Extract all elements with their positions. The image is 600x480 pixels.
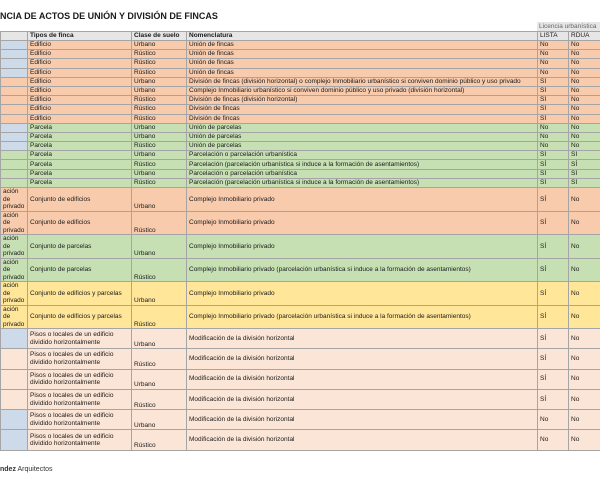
table-row — [1, 142, 600, 151]
nomenclatura-cell: División de fincas — [187, 114, 538, 123]
table-row — [1, 410, 600, 430]
clase-suelo-cell: Urbano — [132, 151, 187, 160]
clase-suelo-cell: Rústico — [132, 178, 187, 187]
rdua-cell: No — [569, 389, 600, 409]
rdua-cell: SÍ — [569, 151, 600, 160]
clase-suelo-cell: Urbano — [132, 132, 187, 141]
nomenclatura-cell: Unión de parcelas — [187, 123, 538, 132]
lista-cell: SÍ — [538, 169, 569, 178]
table-row — [1, 178, 600, 187]
footer-bold: ndez — [0, 466, 16, 473]
tipo-finca-cell: Conjunto de edificios y parcelas — [28, 305, 132, 329]
row-group-cell — [1, 68, 28, 77]
tipo-finca-cell: Edificio — [28, 41, 132, 50]
licencia-group-header: Licencia urbanística — [537, 22, 600, 31]
nomenclatura-cell: División de fincas (división horizontal) o complejo Inmobiliario urbanístico si conviven dominio público y uso privado — [187, 77, 538, 86]
tipo-finca-cell: Conjunto de edificios y parcelas — [28, 282, 132, 306]
lista-cell: No — [538, 68, 569, 77]
row-group-cell — [1, 105, 28, 114]
tipo-finca-cell: Pisos o locales de un edificio dividido horizontalmente — [28, 430, 132, 450]
table-row — [1, 114, 600, 123]
table-row — [1, 132, 600, 141]
actos-table — [0, 31, 600, 451]
table-row — [1, 282, 600, 306]
rdua-cell: No — [569, 68, 600, 77]
lista-cell: SÍ — [538, 86, 569, 95]
clase-suelo-cell: Rústico — [132, 142, 187, 151]
row-group-cell — [1, 96, 28, 105]
row-group-cell — [1, 389, 28, 409]
table-row — [1, 86, 600, 95]
clase-suelo-cell: Urbano — [132, 329, 187, 349]
tipo-finca-cell: Conjunto de edificios — [28, 211, 132, 235]
clase-suelo-cell: Urbano — [132, 77, 187, 86]
tipo-finca-cell: Parcela — [28, 178, 132, 187]
tipo-finca-cell: Conjunto de edificios — [28, 188, 132, 212]
lista-cell: SÍ — [538, 211, 569, 235]
tipo-finca-cell: Parcela — [28, 160, 132, 169]
lista-cell: SÍ — [538, 389, 569, 409]
rdua-cell: No — [569, 132, 600, 141]
table-row — [1, 151, 600, 160]
clase-suelo-cell: Rústico — [132, 211, 187, 235]
lista-cell: SÍ — [538, 188, 569, 212]
clase-suelo-cell: Rústico — [132, 68, 187, 77]
footer-rest: Arquitectos — [15, 466, 53, 473]
nomenclatura-cell: Modificación de la división horizontal — [187, 410, 538, 430]
lista-cell: No — [538, 59, 569, 68]
rdua-cell: No — [569, 142, 600, 151]
nomenclatura-cell: Parcelación o parcelación urbanística — [187, 151, 538, 160]
row-group-cell: ación de privado — [1, 235, 28, 259]
table-row — [1, 235, 600, 259]
rdua-cell: No — [569, 86, 600, 95]
table-row — [1, 41, 600, 50]
row-group-cell — [1, 178, 28, 187]
nomenclatura-cell: Complejo Inmobiliario privado (parcelación urbanística si induce a la formación de asentamientos) — [187, 258, 538, 282]
clase-suelo-cell: Urbano — [132, 235, 187, 259]
nomenclatura-cell: Parcelación (parcelación urbanística si induce a la formación de asentamientos) — [187, 178, 538, 187]
nomenclatura-cell: Parcelación o parcelación urbanística — [187, 169, 538, 178]
rdua-cell: No — [569, 123, 600, 132]
row-group-cell — [1, 151, 28, 160]
table-row — [1, 50, 600, 59]
row-group-cell — [1, 430, 28, 450]
rdua-cell: No — [569, 50, 600, 59]
clase-suelo-cell: Urbano — [132, 188, 187, 212]
tipo-finca-cell: Pisos o locales de un edificio dividido horizontalmente — [28, 329, 132, 349]
clase-suelo-cell: Urbano — [132, 410, 187, 430]
table-row — [1, 430, 600, 450]
tipo-finca-cell: Edificio — [28, 105, 132, 114]
footer-credit — [0, 466, 53, 473]
rdua-cell: No — [569, 114, 600, 123]
clase-suelo-cell: Rústico — [132, 305, 187, 329]
rdua-cell: No — [569, 188, 600, 212]
nomenclatura-cell: Modificación de la división horizontal — [187, 349, 538, 369]
row-group-cell — [1, 369, 28, 389]
rdua-cell: No — [569, 105, 600, 114]
nomenclatura-cell: Complejo Inmobiliario privado (parcelación urbanística si induce a la formación de asentamientos) — [187, 305, 538, 329]
rdua-cell: No — [569, 211, 600, 235]
row-group-cell: ación de privado — [1, 258, 28, 282]
row-group-cell: ación de privado — [1, 305, 28, 329]
header-rdua: RDUA — [569, 32, 600, 41]
nomenclatura-cell: Modificación de la división horizontal — [187, 369, 538, 389]
nomenclatura-cell: Complejo Inmobiliario privado — [187, 188, 538, 212]
tipo-finca-cell: Pisos o locales de un edificio dividido horizontalmente — [28, 410, 132, 430]
lista-cell: SÍ — [538, 151, 569, 160]
tipo-finca-cell: Conjunto de parcelas — [28, 235, 132, 259]
tipo-finca-cell: Parcela — [28, 151, 132, 160]
tipo-finca-cell: Parcela — [28, 169, 132, 178]
nomenclatura-cell: Modificación de la división horizontal — [187, 430, 538, 450]
rdua-cell: No — [569, 77, 600, 86]
lista-cell: SÍ — [538, 77, 569, 86]
table-row — [1, 96, 600, 105]
tipo-finca-cell: Edificio — [28, 59, 132, 68]
row-group-cell — [1, 169, 28, 178]
clase-suelo-cell: Rústico — [132, 349, 187, 369]
row-group-cell — [1, 50, 28, 59]
clase-suelo-cell: Urbano — [132, 282, 187, 306]
clase-suelo-cell: Urbano — [132, 169, 187, 178]
row-group-cell: ación de privado — [1, 211, 28, 235]
header-lista: LISTA — [538, 32, 569, 41]
table-row — [1, 123, 600, 132]
lista-cell: No — [538, 41, 569, 50]
lista-cell: SÍ — [538, 305, 569, 329]
row-group-cell — [1, 160, 28, 169]
row-group-cell — [1, 114, 28, 123]
table-row — [1, 59, 600, 68]
lista-cell: SÍ — [538, 349, 569, 369]
header-tipos: Tipos de finca — [28, 32, 132, 41]
tipo-finca-cell: Parcela — [28, 132, 132, 141]
nomenclatura-cell: Unión de fincas — [187, 68, 538, 77]
tipo-finca-cell: Conjunto de parcelas — [28, 258, 132, 282]
header-nomenclatura: Nomenclatura — [187, 32, 538, 41]
lista-cell: SÍ — [538, 105, 569, 114]
tipo-finca-cell: Parcela — [28, 142, 132, 151]
tipo-finca-cell: Edificio — [28, 50, 132, 59]
row-group-cell — [1, 349, 28, 369]
tipo-finca-cell: Parcela — [28, 123, 132, 132]
clase-suelo-cell: Urbano — [132, 41, 187, 50]
table-row — [1, 369, 600, 389]
rdua-cell: SÍ — [569, 160, 600, 169]
lista-cell: No — [538, 50, 569, 59]
nomenclatura-cell: Complejo Inmobiliario urbanístico si conviven dominio público y uso privado (división horizontal) — [187, 86, 538, 95]
tipo-finca-cell: Pisos o locales de un edificio dividido horizontalmente — [28, 389, 132, 409]
rdua-cell: No — [569, 369, 600, 389]
tipo-finca-cell: Edificio — [28, 68, 132, 77]
rdua-cell: SÍ — [569, 169, 600, 178]
nomenclatura-cell: Complejo Inmobiliario privado — [187, 282, 538, 306]
row-group-cell — [1, 86, 28, 95]
table-row — [1, 188, 600, 212]
table-row — [1, 68, 600, 77]
nomenclatura-cell: Parcelación (parcelación urbanística si induce a la formación de asentamientos) — [187, 160, 538, 169]
nomenclatura-cell: Unión de fincas — [187, 41, 538, 50]
rdua-cell: No — [569, 410, 600, 430]
table-row — [1, 258, 600, 282]
clase-suelo-cell: Rústico — [132, 59, 187, 68]
table-row — [1, 349, 600, 369]
rdua-cell: No — [569, 96, 600, 105]
lista-cell: SÍ — [538, 369, 569, 389]
clase-suelo-cell: Rústico — [132, 160, 187, 169]
lista-cell: SÍ — [538, 96, 569, 105]
clase-suelo-cell: Rústico — [132, 389, 187, 409]
nomenclatura-cell: Modificación de la división horizontal — [187, 329, 538, 349]
table-row — [1, 105, 600, 114]
tipo-finca-cell: Edificio — [28, 96, 132, 105]
nomenclatura-cell: Unión de parcelas — [187, 142, 538, 151]
row-group-cell — [1, 132, 28, 141]
lista-cell: SÍ — [538, 178, 569, 187]
lista-cell: No — [538, 410, 569, 430]
rdua-cell: No — [569, 329, 600, 349]
clase-suelo-cell: Rústico — [132, 258, 187, 282]
table-row — [1, 305, 600, 329]
table-row — [1, 211, 600, 235]
row-group-cell: ación de privado — [1, 188, 28, 212]
nomenclatura-cell: División de fincas — [187, 105, 538, 114]
rdua-cell: No — [569, 258, 600, 282]
header-col0 — [1, 32, 28, 41]
lista-cell: No — [538, 142, 569, 151]
row-group-cell — [1, 123, 28, 132]
nomenclatura-cell: Unión de fincas — [187, 50, 538, 59]
table-row — [1, 160, 600, 169]
clase-suelo-cell: Rústico — [132, 50, 187, 59]
lista-cell: No — [538, 132, 569, 141]
lista-cell: SÍ — [538, 160, 569, 169]
table-header-row — [1, 32, 600, 41]
row-group-cell — [1, 59, 28, 68]
row-group-cell: ación de privado — [1, 282, 28, 306]
clase-suelo-cell: Rústico — [132, 430, 187, 450]
clase-suelo-cell: Urbano — [132, 369, 187, 389]
rdua-cell: No — [569, 430, 600, 450]
rdua-cell: No — [569, 235, 600, 259]
rdua-cell: No — [569, 305, 600, 329]
row-group-cell — [1, 142, 28, 151]
table-row — [1, 329, 600, 349]
lista-cell: No — [538, 123, 569, 132]
lista-cell: SÍ — [538, 235, 569, 259]
lista-cell: SÍ — [538, 282, 569, 306]
clase-suelo-cell: Rústico — [132, 96, 187, 105]
rdua-cell: SÍ — [569, 178, 600, 187]
tipo-finca-cell: Edificio — [28, 86, 132, 95]
row-group-cell — [1, 329, 28, 349]
rdua-cell: No — [569, 282, 600, 306]
clase-suelo-cell: Urbano — [132, 86, 187, 95]
row-group-cell — [1, 77, 28, 86]
nomenclatura-cell: División de fincas (división horizontal) — [187, 96, 538, 105]
table-row — [1, 77, 600, 86]
table-row — [1, 389, 600, 409]
clase-suelo-cell: Urbano — [132, 123, 187, 132]
nomenclatura-cell: Unión de fincas — [187, 59, 538, 68]
rdua-cell: No — [569, 41, 600, 50]
nomenclatura-cell: Modificación de la división horizontal — [187, 389, 538, 409]
lista-cell: SÍ — [538, 258, 569, 282]
tipo-finca-cell: Edificio — [28, 77, 132, 86]
row-group-cell — [1, 41, 28, 50]
lista-cell: SÍ — [538, 114, 569, 123]
nomenclatura-cell: Complejo Inmobiliario privado — [187, 211, 538, 235]
lista-cell: SÍ — [538, 329, 569, 349]
tipo-finca-cell: Pisos o locales de un edificio dividido horizontalmente — [28, 349, 132, 369]
clase-suelo-cell: Rústico — [132, 114, 187, 123]
tipo-finca-cell: Pisos o locales de un edificio dividido horizontalmente — [28, 369, 132, 389]
document-title: NCIA DE ACTOS DE UNIÓN Y DIVISIÓN DE FINCAS — [0, 11, 218, 21]
rdua-cell: No — [569, 59, 600, 68]
clase-suelo-cell: Rústico — [132, 105, 187, 114]
nomenclatura-cell: Unión de parcelas — [187, 132, 538, 141]
header-clase-suelo: Clase de suelo — [132, 32, 187, 41]
rdua-cell: No — [569, 349, 600, 369]
tipo-finca-cell: Edificio — [28, 114, 132, 123]
lista-cell: No — [538, 430, 569, 450]
nomenclatura-cell: Complejo Inmobiliario privado — [187, 235, 538, 259]
table-row — [1, 169, 600, 178]
row-group-cell — [1, 410, 28, 430]
